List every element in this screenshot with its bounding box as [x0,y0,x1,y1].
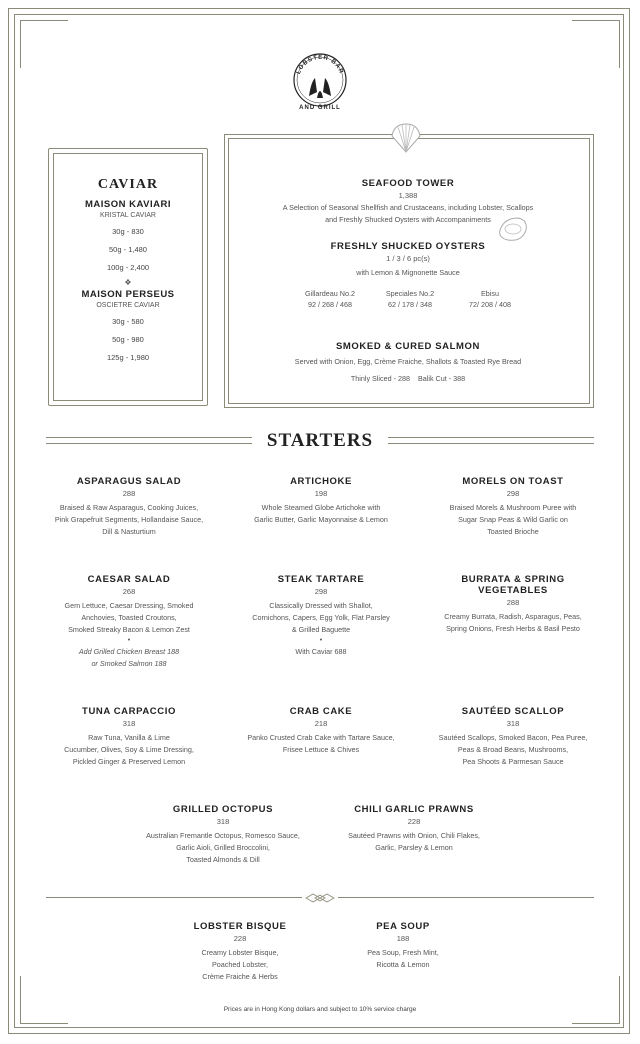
salmon-options: Thinly Sliced - 288 Balik Cut - 388 [350,374,466,383]
menu-item [39,476,219,538]
menu-item [133,804,313,866]
dish-description: Garlic Aioli, Grilled Broccolini, [176,843,270,852]
dish-description: Braised Morels & Mushroom Puree with [449,503,577,512]
caviar-type: KRISTAL CAVIAR [100,212,156,219]
dish-name: TUNA CARPACCIO [82,706,176,717]
dish-name: PEA SOUP [376,921,430,932]
seafood-tower [224,178,592,226]
caviar-price-line: 30g - 580 [112,317,144,326]
dish-description: with Lemon & Mignonette Sauce [356,268,460,277]
dish-description: Raw Tuna, Vanilla & Lime [88,733,170,742]
dish-description: Crème Fraiche & Herbs [202,972,278,981]
caviar-price-line: 50g - 1,480 [109,245,147,254]
caviar-price-line: 30g - 830 [112,227,144,236]
menu-item [231,476,411,526]
dish-description: Panko Crusted Crab Cake with Tartare Sauce, [247,733,395,742]
oyster-name: Ebisu [481,289,499,298]
dish-name: ASPARAGUS SALAD [76,476,182,487]
dish-description: Sautéed Scallops, Smoked Bacon, Pea Puree, [438,733,588,742]
dish-price: 1,388 [398,191,418,200]
dish-description: Garlic, Parsley & Lemon [375,843,453,852]
dish-description: Dill & Nasturtium [102,527,156,536]
logo-text: LOBSTER BAR [295,54,345,76]
bullet-icon: • [319,637,323,644]
dish-addon: or Smoked Salmon 188 [91,659,167,668]
dish-description: Anchovies, Toasted Croutons, [81,613,177,622]
dish-price: 288 [122,489,136,498]
starters-heading: STARTERS [266,430,374,451]
dish-description: Frisee Lettuce & Chives [282,745,360,754]
section-divider [46,897,302,898]
diamond-ornament-icon [305,893,335,903]
dish-addon: Add Grilled Chicken Breast 188 [78,647,180,656]
dish-name: BURRATA & SPRING [461,574,565,585]
dish-price: 298 [506,489,520,498]
dish-description: Pink Grapefruit Segments, Hollandaise Sauce, [54,515,204,524]
dish-description: Toasted Almonds & Dill [186,855,260,864]
caviar-separator-icon: ❖ [124,278,132,287]
menu-item [231,706,411,756]
menu-item [423,706,603,768]
dish-price: 268 [122,587,136,596]
oyster-type [370,288,450,310]
dish-description: Classically Dressed with Shallot, [269,601,373,610]
dish-price: 1 / 3 / 6 pc(s) [386,254,430,263]
dish-description: Served with Onion, Egg, Crème Fraiche, Shallots & Toasted Rye Bread [294,357,522,366]
menu-item [423,574,603,635]
freshly-shucked-oysters [224,241,592,279]
dish-description: A Selection of Seasonal Shellfish and Crustaceans, including Lobster, Scallops [282,203,534,212]
dish-description: Creamy Lobster Bisque, [201,948,279,957]
dish-description: Poached Lobster, [212,960,268,969]
dish-name: FRESHLY SHUCKED OYSTERS [330,241,486,252]
dish-name: CRAB CAKE [289,706,353,717]
dish-price: 298 [314,587,328,596]
dish-price: 188 [396,934,410,943]
dish-description: Australian Fremantle Octopus, Romesco Sauce, [146,831,300,840]
dish-price: 318 [506,719,520,728]
dish-name: CHILI GARLIC PRAWNS [354,804,474,815]
oyster-price: 92 / 268 / 468 [308,300,352,309]
dish-name: LOBSTER BISQUE [193,921,287,932]
dish-description: Braised & Raw Asparagus, Cooking Juices, [59,503,199,512]
dish-description: Cucumber, Olives, Soy & Lime Dressing, [64,745,194,754]
section-divider [338,897,594,898]
caviar-price-line: 125g - 1,980 [106,353,150,362]
oyster-price: 72/ 208 / 408 [469,300,511,309]
dish-description: and Freshly Shucked Oysters with Accompaniments [325,215,491,224]
caviar-title: CAVIAR [97,177,159,192]
dish-description: Sautéed Prawns with Onion, Chili Flakes, [348,831,480,840]
dish-description: Peas & Broad Beans, Mushrooms, [457,745,569,754]
caviar-type: OSCIETRE CAVIAR [96,302,160,309]
dish-name: SMOKED & CURED SALMON [335,341,481,352]
dish-description: Ricotta & Lemon [376,960,430,969]
caviar-panel [48,148,208,406]
dish-description: Smoked Streaky Bacon & Lemon Zest [68,625,190,634]
oyster-name: Gillardeau No.2 [305,289,355,298]
dish-price: 288 [506,598,520,607]
menu-item [313,921,493,971]
corner-ornament [572,976,620,1024]
caviar-price-line: 100g - 2,400 [106,263,150,272]
dish-description: Gem Lettuce, Caesar Dressing, Smoked [64,601,194,610]
dish-description: Pea Shoots & Parmesan Sauce [462,757,564,766]
dish-description: Cornichons, Capers, Egg Yolk, Flat Parsley [252,613,390,622]
menu-item [231,574,411,658]
dish-price: 228 [233,934,247,943]
dish-description: Garlic Butter, Garlic Mayonnaise & Lemon [254,515,388,524]
caviar-brand: MAISON KAVIARI [85,199,171,210]
dish-name: ARTICHOKE [290,476,352,487]
dish-price: 318 [216,817,230,826]
oyster-type [290,288,370,310]
dish-description: Toasted Brioche [487,527,539,536]
oyster-price: 62 / 178 / 348 [388,300,432,309]
caviar-content [49,177,207,371]
smoked-cured-salmon [224,341,592,385]
dish-addon: With Caviar 688 [295,647,347,656]
dish-name: GRILLED OCTOPUS [172,804,274,815]
dish-name: SAUTÉED SCALLOP [461,706,565,717]
dish-description: & Grilled Baguette [291,625,351,634]
oyster-type [450,288,530,310]
dish-name: MORELS ON TOAST [462,476,564,487]
caviar-price-line: 50g - 980 [112,335,144,344]
menu-item [39,706,219,768]
corner-ornament [572,20,620,68]
scallop-shell-icon [388,122,424,154]
corner-ornament [20,976,68,1024]
caviar-brand: MAISON PERSEUS [81,289,175,300]
corner-ornament [20,20,68,68]
dish-name: SEAFOOD TOWER [361,178,455,189]
dish-description: Pickled Ginger & Preserved Lemon [72,757,186,766]
menu-item [150,921,330,983]
bullet-icon: • [127,637,131,644]
dish-description: Creamy Burrata, Radish, Asparagus, Peas, [444,612,582,621]
dish-name: STEAK TARTARE [277,574,365,585]
menu-item [324,804,504,854]
menu-item [39,574,219,670]
dish-description: Pea Soup, Fresh Mint, [367,948,439,957]
dish-description: Spring Onions, Fresh Herbs & Basil Pesto [446,624,580,633]
dish-description: Sugar Snap Peas & Wild Garlic on [458,515,568,524]
dish-description: Whole Steamed Globe Artichoke with [261,503,381,512]
dish-price: 228 [407,817,421,826]
dish-price: 318 [122,719,136,728]
oyster-types [290,288,530,310]
dish-price: 218 [314,719,328,728]
menu-item [423,476,603,538]
logo-subtext: AND GRILL [299,105,341,111]
oyster-name: Speciales No.2 [385,289,435,298]
price-footnote: Prices are in Hong Kong dollars and subject to 10% service charge [223,1006,417,1013]
dish-price: 198 [314,489,328,498]
dish-name: VEGETABLES [478,585,548,596]
dish-name: CAESAR SALAD [87,574,171,585]
svg-text:LOBSTER BAR [296,55,344,75]
